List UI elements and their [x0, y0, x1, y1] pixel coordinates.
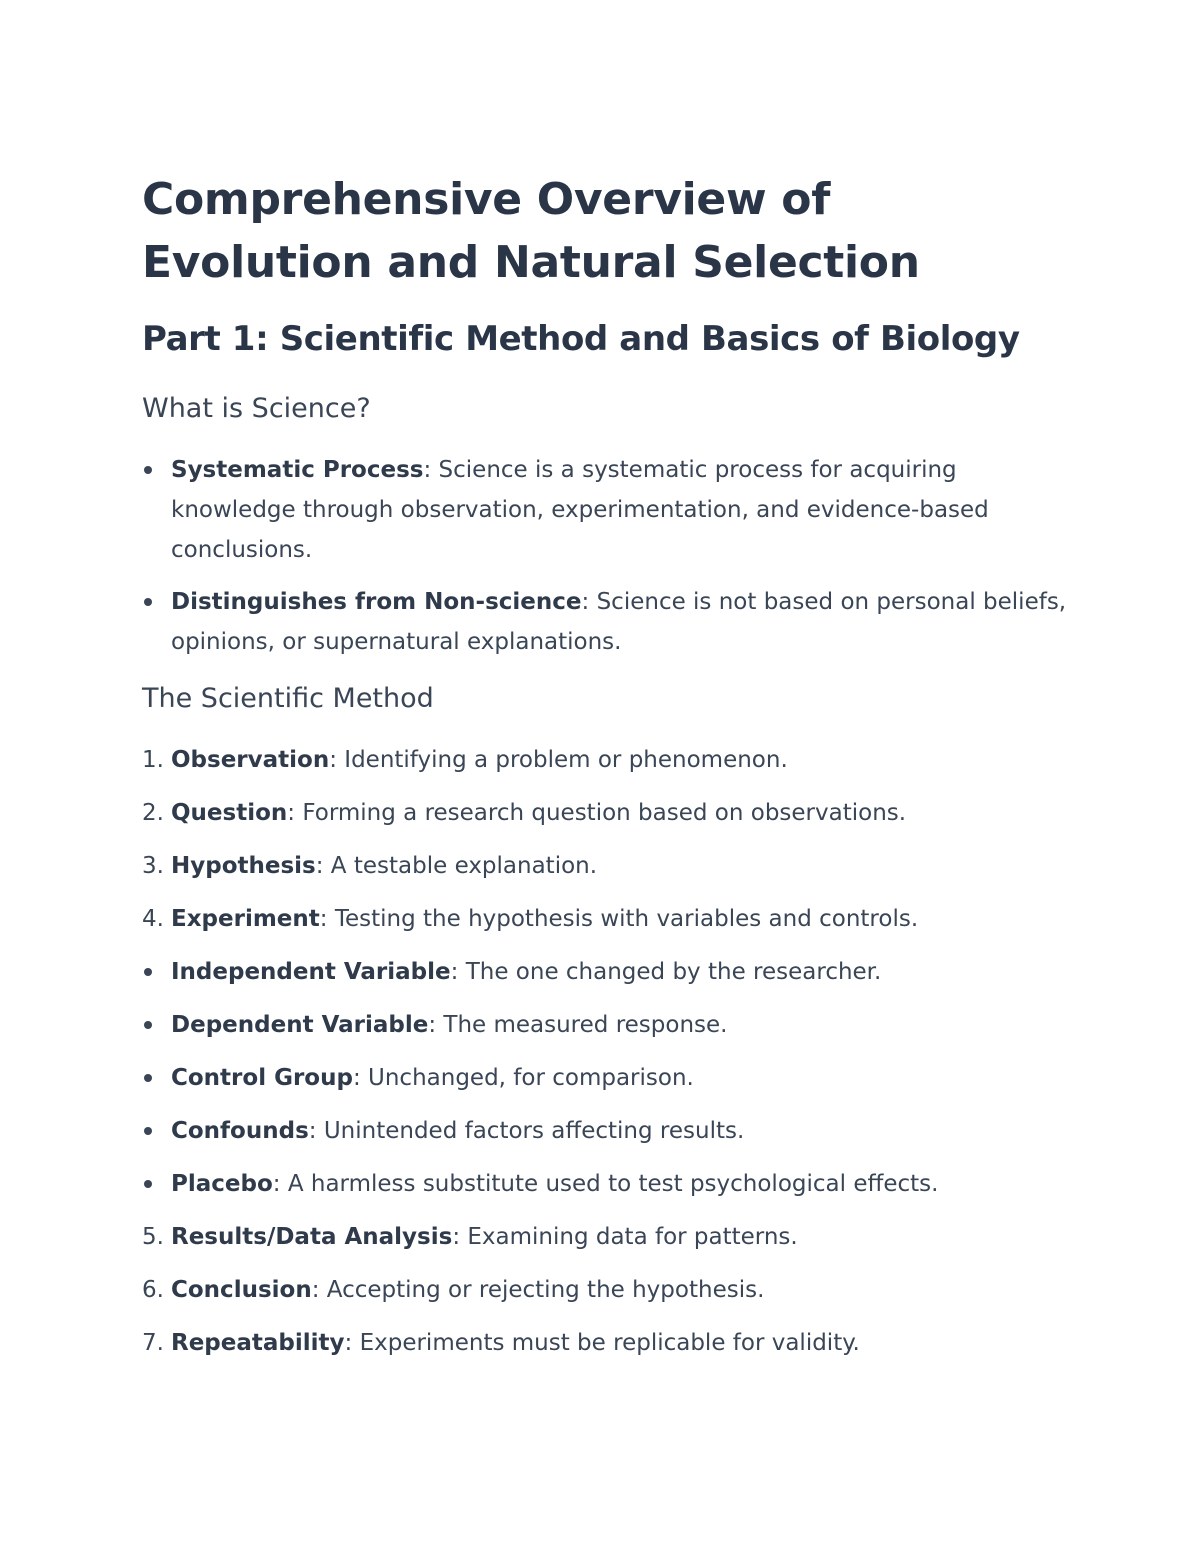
item-description: A testable explanation.	[323, 853, 598, 879]
item-separator: :	[329, 747, 337, 773]
item-description: Science is a systematic process for acquiring knowledge through observation, experimentation, and evidence-based conclusions.	[171, 457, 989, 563]
list-item	[142, 1217, 1072, 1257]
item-description: Forming a research question based on observations.	[295, 800, 907, 826]
list-number: 4.	[142, 906, 164, 932]
item-separator: :	[344, 1330, 353, 1356]
item-separator: :	[581, 589, 590, 615]
list-item	[142, 846, 1072, 886]
item-description: Testing the hypothesis with variables and controls.	[327, 906, 919, 932]
list-item	[142, 1005, 1072, 1045]
science-bullet-list	[142, 450, 1072, 662]
item-separator: :	[423, 457, 432, 483]
list-item	[142, 1111, 1072, 1151]
item-separator: :	[311, 1277, 320, 1303]
section-heading-scientific-method: The Scientific Method	[142, 683, 434, 714]
list-item	[142, 899, 1072, 939]
item-term: Dependent Variable	[171, 1012, 429, 1038]
item-term: Repeatability	[171, 1330, 345, 1356]
item-description: Experiments must be replicable for validity.	[352, 1330, 860, 1356]
item-term: Independent Variable	[171, 959, 451, 985]
item-separator: :	[428, 1012, 437, 1038]
list-item	[142, 582, 1072, 662]
list-number: 6.	[142, 1277, 164, 1303]
section-heading-what-is-science: What is Science?	[142, 393, 371, 424]
list-item	[142, 793, 1072, 833]
list-number: 1.	[142, 747, 164, 773]
list-item	[142, 1323, 1072, 1363]
item-term: Experiment	[171, 906, 320, 932]
list-item	[142, 952, 1072, 992]
item-description: Accepting or rejecting the hypothesis.	[319, 1277, 765, 1303]
item-separator: :	[308, 1118, 317, 1144]
list-number: 5.	[142, 1224, 164, 1250]
item-description: Unintended factors affecting results.	[316, 1118, 745, 1144]
item-separator: :	[287, 800, 296, 826]
item-description: Unchanged, for comparison.	[360, 1065, 694, 1091]
document-title: Comprehensive Overview of Evolution and Natural Selection	[142, 174, 920, 288]
item-term: Control Group	[171, 1065, 353, 1091]
list-number: 7.	[142, 1330, 164, 1356]
item-description: The one changed by the researcher.	[458, 959, 882, 985]
item-description: Examining data for patterns.	[460, 1224, 798, 1250]
list-number: 2.	[142, 800, 164, 826]
item-separator: :	[272, 1171, 281, 1197]
item-description: Science is not based on personal beliefs, opinions, or supernatural explanations.	[171, 589, 1067, 655]
list-item	[142, 450, 1072, 570]
item-description: The measured response.	[436, 1012, 728, 1038]
item-description: Identifying a problem or phenomenon.	[336, 747, 788, 773]
list-item	[142, 1270, 1072, 1310]
item-separator: :	[315, 853, 324, 879]
item-separator: :	[352, 1065, 361, 1091]
item-term: Results/Data Analysis	[171, 1224, 453, 1250]
item-term: Distinguishes from Non-science	[171, 589, 582, 615]
item-separator: :	[319, 906, 328, 932]
list-number: 3.	[142, 853, 164, 879]
item-term: Confounds	[171, 1118, 309, 1144]
item-description: A harmless substitute used to test psychological effects.	[280, 1171, 939, 1197]
item-separator: :	[452, 1224, 461, 1250]
item-term: Conclusion	[171, 1277, 312, 1303]
item-term: Systematic Process	[171, 457, 424, 483]
scientific-method-list	[142, 740, 1072, 1376]
part1-heading: Part 1: Scientific Method and Basics of Biology	[142, 319, 1020, 359]
item-separator: :	[450, 959, 459, 985]
list-item	[142, 740, 1072, 780]
item-term: Placebo	[171, 1171, 273, 1197]
item-term: Question	[171, 800, 288, 826]
list-item	[142, 1164, 1072, 1204]
item-term: Hypothesis	[171, 853, 316, 879]
list-item	[142, 1058, 1072, 1098]
item-term: Observation	[171, 747, 330, 773]
